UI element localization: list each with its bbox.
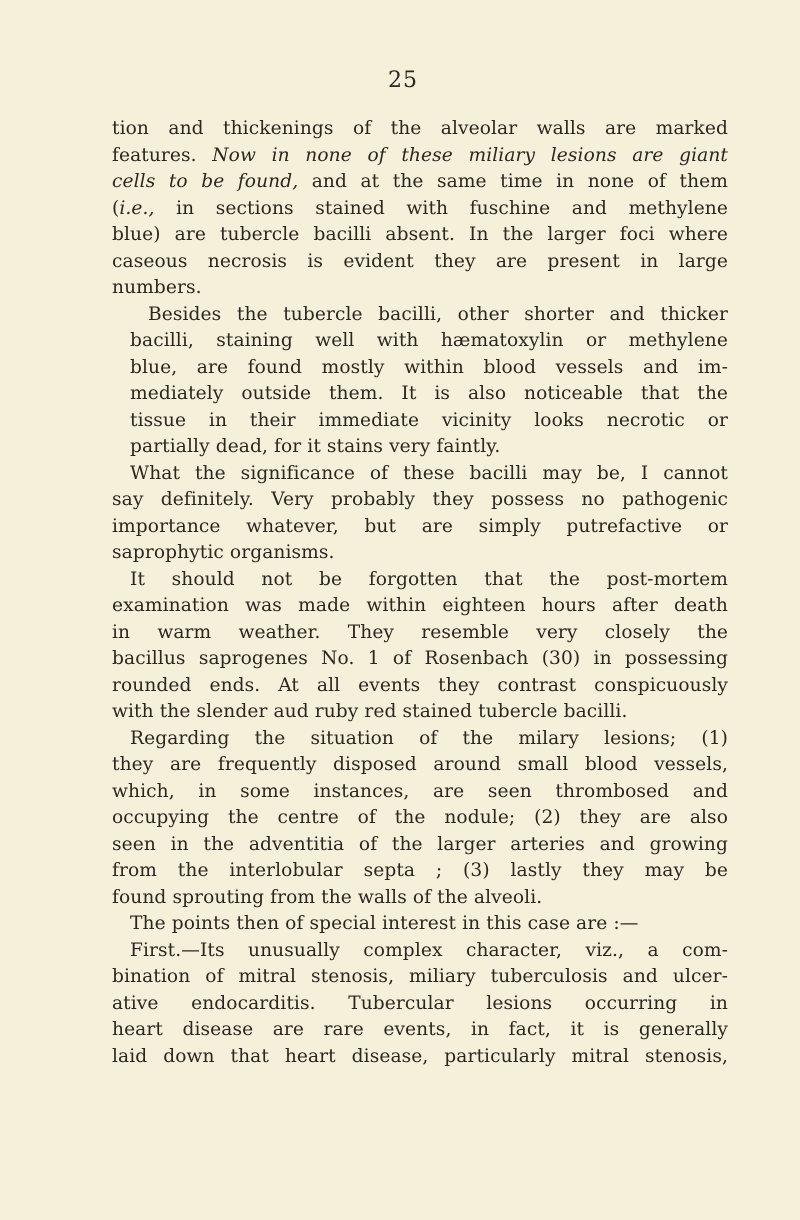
text-line: saprophytic organisms. [112,542,335,563]
paragraph [112,726,728,912]
text-line: from the interlobular septa ; (3) lastly they may be [112,860,728,881]
paragraph [112,302,728,461]
text-line: numbers. [112,277,202,298]
text-line: blue) are tubercle bacilli absent. In the larger foci where [112,224,728,245]
text-line: say definitely. Very probably they possess no pathogenic [112,489,728,510]
text-line: ative endocarditis. Tubercular lesions occurring in [112,992,728,1014]
text-line: caseous necrosis is evident they are present in large [112,250,728,272]
text-line: tissue in their immediate vicinity looks necrotic or [130,409,728,431]
body-text [112,116,728,1070]
paragraph [112,567,728,726]
text-line: mediately outside them. It is also noticeable that the [130,383,728,404]
text-line: laid down that heart disease, particularly mitral stenosis, [112,1045,728,1067]
text-line: in warm weather. They resemble very closely the [112,621,728,643]
text-line: rounded ends. At all events they contrast conspicuously [112,674,728,696]
text-line: features. Now in none of these miliary lesions are giant [112,144,728,166]
page-number: 25 [388,68,418,93]
text-line: Regarding the situation of the milary lesions; (1) [130,727,728,749]
text-line: Besides the tubercle bacilli, other shorter and thicker [148,303,728,325]
text-line: partially dead, for it stains very faintly. [130,436,501,457]
text-line: seen in the adventitia of the larger arteries and growing [112,833,728,855]
text-line: with the slender aud ruby red stained tubercle bacilli. [112,701,628,722]
text-line: bination of mitral stenosis, miliary tuberculosis and ulcer- [112,966,728,987]
text-line: It should not be forgotten that the post-mortem [130,568,728,590]
paragraph [112,938,728,1071]
text-line: found sprouting from the walls of the alveoli. [112,886,543,908]
text-line: The points then of special interest in this case are :— [130,913,639,934]
text-line: blue, are found mostly within blood vessels and im- [130,356,728,378]
text-line: What the significance of these bacilli may be, I cannot [130,462,728,484]
paragraph [112,461,728,567]
paragraph [112,116,728,302]
text-line: bacillus saprogenes No. 1 of Rosenbach (30) in possessing [112,648,728,669]
text-line: heart disease are rare events, in fact, it is generally [112,1019,728,1040]
text-line: which, in some instances, are seen thrombosed and [112,780,728,802]
paragraph [112,911,728,938]
text-line: occupying the centre of the nodule; (2) they are also [112,807,728,828]
text-line: importance whatever, but are simply putrefactive or [112,515,728,537]
text-line: bacilli, staining well with hæmatoxylin or methylene [130,330,728,351]
text-line: (i.e., in sections stained with fuschine and methylene [112,197,728,219]
text-line: cells to be found, and at the same time in none of them [112,171,728,192]
text-line: they are frequently disposed around small blood vessels, [112,754,728,775]
text-line: examination was made within eighteen hours after death [112,595,728,616]
text-line: First.—Its unusually complex character, viz., a com- [130,939,728,961]
text-line: tion and thickenings of the alveolar walls are marked [112,118,728,139]
